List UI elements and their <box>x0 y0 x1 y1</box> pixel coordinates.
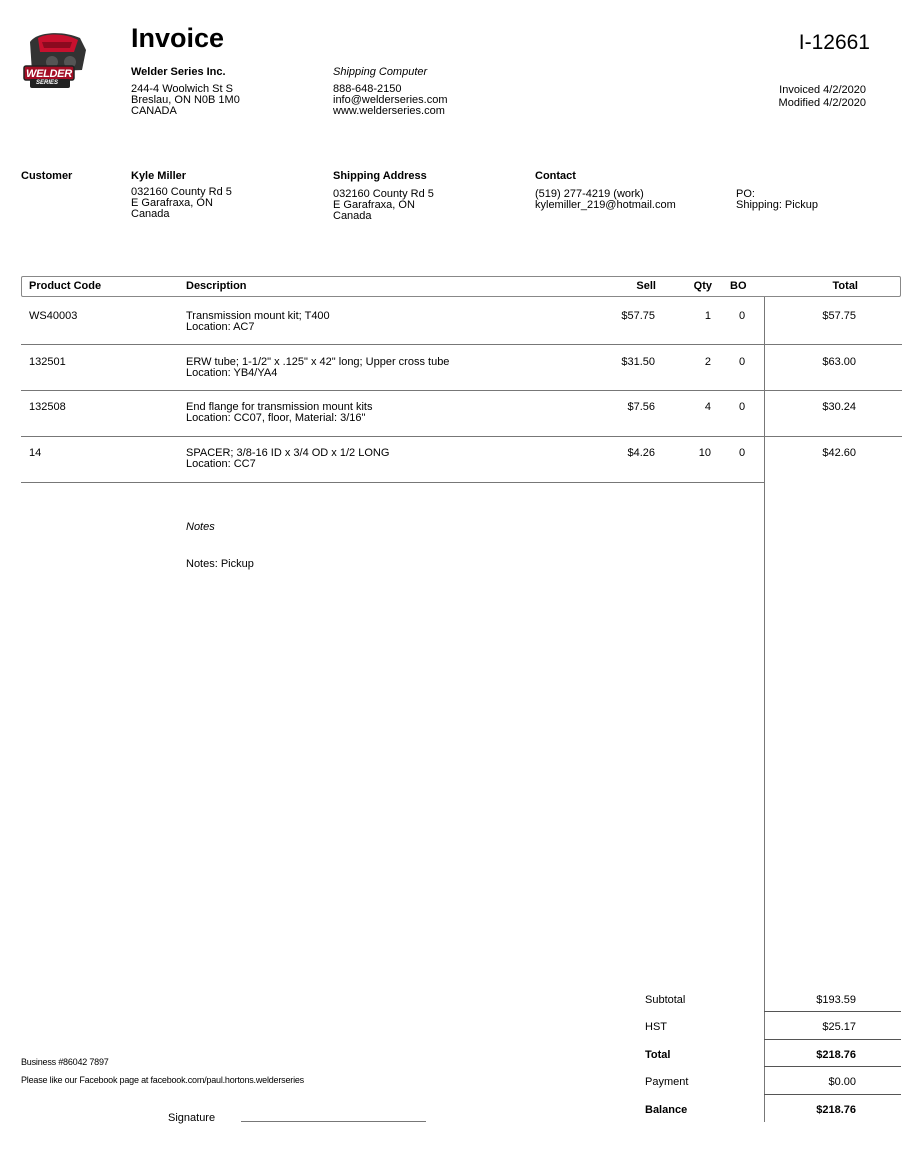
logo-subtext: SERIES <box>36 80 59 86</box>
shipping-method: Shipping: Pickup <box>736 199 818 211</box>
payment-value: $0.00 <box>828 1076 856 1088</box>
row-qty: 10 <box>698 447 711 459</box>
signature-label: Signature <box>168 1112 216 1124</box>
table-header <box>21 276 901 297</box>
subtotal-value: $193.59 <box>816 994 856 1006</box>
facebook-note: Please like our Facebook page at facebook.com/paul.hortons.welderseries <box>21 1075 304 1085</box>
subtotal-label: Subtotal <box>645 994 686 1006</box>
shipping-address-label: Shipping Address <box>333 170 427 182</box>
company-logo <box>22 30 92 90</box>
payment-label: Payment <box>645 1076 689 1088</box>
invoice-number: I-12661 <box>798 31 870 54</box>
totals-divider <box>764 1039 901 1040</box>
row-product-code: 14 <box>29 447 42 459</box>
totals-divider <box>764 1094 901 1095</box>
row-divider <box>21 344 902 345</box>
row-sell: $57.75 <box>621 310 655 322</box>
col-description: Description <box>186 280 247 292</box>
page-title: Invoice <box>131 23 225 53</box>
shipping-computer-label: Shipping Computer <box>333 66 428 78</box>
row-product-code: 132508 <box>29 401 66 413</box>
po-label: PO: <box>736 188 755 200</box>
row-qty: 2 <box>704 356 711 368</box>
invoice-dates <box>700 84 866 110</box>
hst-label: HST <box>645 1021 667 1033</box>
company-address: 244-4 Woolwich St S Breslau, ON N0B 1M0 CANADA <box>131 83 240 117</box>
row-description: ERW tube; 1-1/2" x .125" x 42" long; Upper cross tube <box>186 356 450 368</box>
row-bo: 0 <box>739 401 746 413</box>
row-divider <box>21 436 902 437</box>
row-product-code: 132501 <box>29 356 66 368</box>
col-product-code: Product Code <box>29 280 102 292</box>
row-divider <box>21 390 902 391</box>
totals-divider <box>764 1011 901 1012</box>
total-column-divider <box>764 297 765 1122</box>
row-sell: $4.26 <box>627 447 655 459</box>
row-location: Location: CC7 <box>186 458 256 470</box>
row-bo: 0 <box>739 310 746 322</box>
total-value: $218.76 <box>816 1049 856 1061</box>
col-bo: BO <box>730 280 747 292</box>
row-location: Location: CC07, floor, Material: 3/16" <box>186 412 366 424</box>
company-contact: 888-648-2150 info@welderseries.com www.welderseries.com <box>333 83 448 117</box>
customer-name: Kyle Miller <box>131 170 187 182</box>
table-bottom-line <box>21 482 765 483</box>
row-total: $42.60 <box>822 447 856 459</box>
signature-line <box>241 1121 426 1122</box>
balance-label: Balance <box>645 1104 688 1116</box>
customer-address: 032160 County Rd 5 E Garafraxa, ON Canada <box>131 186 232 220</box>
customer-label: Customer <box>21 170 73 182</box>
modified-date: Modified 4/2/2020 <box>778 97 866 109</box>
totals-divider <box>764 1066 901 1067</box>
col-qty: Qty <box>693 280 712 292</box>
row-qty: 1 <box>704 310 711 322</box>
notes-heading: Notes <box>186 521 215 533</box>
contact-label: Contact <box>535 170 576 182</box>
row-description: SPACER; 3/8-16 ID x 3/4 OD x 1/2 LONG <box>186 447 390 459</box>
total-label: Total <box>645 1049 671 1061</box>
row-description: Transmission mount kit; T400 <box>186 310 330 322</box>
row-bo: 0 <box>739 447 746 459</box>
business-number: Business #86042 7897 <box>21 1057 109 1067</box>
row-sell: $7.56 <box>627 401 655 413</box>
row-location: Location: YB4/YA4 <box>186 367 278 379</box>
row-location: Location: AC7 <box>186 321 255 333</box>
po-info <box>736 189 818 211</box>
company-name: Welder Series Inc. <box>131 66 226 78</box>
hst-value: $25.17 <box>822 1021 856 1033</box>
balance-value: $218.76 <box>816 1104 856 1116</box>
col-sell: Sell <box>636 280 656 292</box>
contact-details: (519) 277-4219 (work) kylemiller_219@hotmail.com <box>535 188 676 211</box>
row-total: $30.24 <box>822 401 856 413</box>
row-product-code: WS40003 <box>29 310 78 322</box>
notes-text: Notes: Pickup <box>186 558 254 570</box>
row-sell: $31.50 <box>621 356 655 368</box>
row-bo: 0 <box>739 356 746 368</box>
shipping-address: 032160 County Rd 5 E Garafraxa, ON Canada <box>333 188 434 222</box>
row-description: End flange for transmission mount kits <box>186 401 373 413</box>
col-total: Total <box>832 280 858 292</box>
invoiced-date: Invoiced 4/2/2020 <box>779 84 866 96</box>
row-qty: 4 <box>704 401 711 413</box>
row-total: $63.00 <box>822 356 856 368</box>
logo-text: WELDER <box>26 68 72 80</box>
row-total: $57.75 <box>822 310 856 322</box>
